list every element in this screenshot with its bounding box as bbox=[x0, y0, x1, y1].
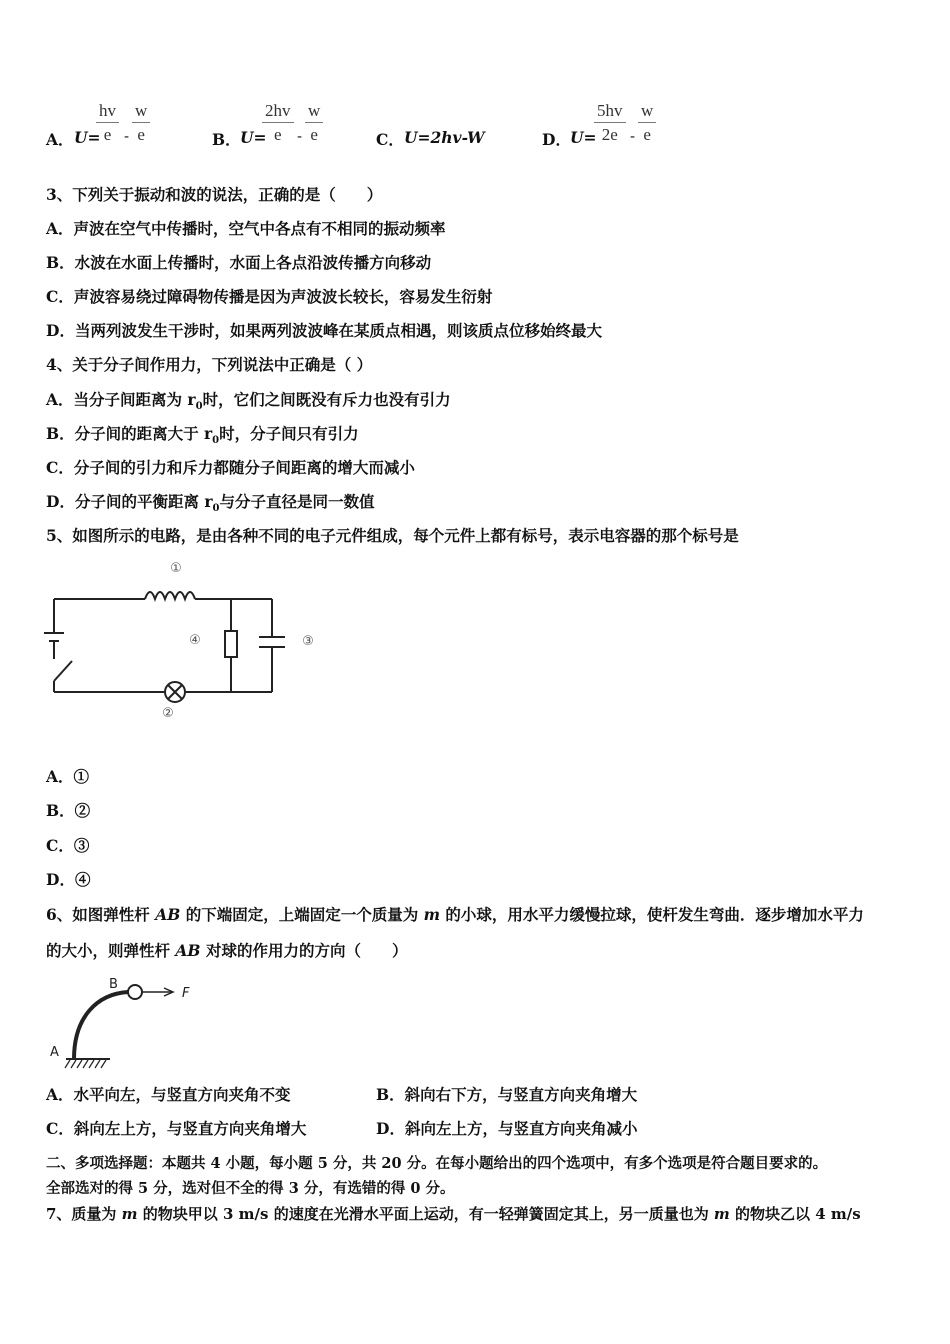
lamp-symbol bbox=[165, 682, 185, 702]
q3-option-d: D．当两列波发生干涉时，如果两列波波峰在某质点相遇，则该质点位移始终最大 bbox=[46, 321, 602, 340]
q2-option-a-frac1: $\frac{hv}{e}$ bbox=[96, 100, 119, 147]
resistor-symbol bbox=[225, 631, 237, 657]
q5-stem: 5、如图所示的电路，是由各种不同的电子元件组成，每个元件上都有标号，表示电容器的那个标号是 bbox=[46, 526, 739, 545]
q2-option-c-expr: U=2hv-W bbox=[404, 128, 485, 147]
elastic-rod bbox=[74, 992, 128, 1059]
circuit-diagram bbox=[40, 555, 330, 725]
q2-option-b-frac1: $\frac{2hv}{e}$ bbox=[262, 100, 294, 147]
q4-stem: 4、关于分子间作用力，下列说法中正确是（ ） bbox=[46, 355, 373, 374]
section-2-line-1: 二、多项选择题：本题共 4 小题，每小题 5 分，共 20 分。在每小题给出的四个选项中，有多个选项是符合题目要求的。 bbox=[46, 1155, 828, 1172]
q2-option-b-minus: - bbox=[297, 127, 303, 145]
q6-option-a: A．水平向左，与竖直方向夹角不变 bbox=[46, 1085, 291, 1104]
q4-option-b: B．分子间的距离大于 $r_0$时，分子间只有引力 bbox=[46, 424, 359, 447]
label-4: ④ bbox=[189, 633, 201, 648]
point-b-label: B bbox=[109, 977, 118, 992]
ball bbox=[128, 985, 142, 999]
q3-option-c: C．声波容易绕过障碍物传播是因为声波波长较长，容易发生衍射 bbox=[46, 287, 493, 306]
q2-option-d-lhs: U= bbox=[570, 128, 597, 147]
label-1: ① bbox=[170, 561, 182, 576]
q6-option-d: D．斜向左上方，与竖直方向夹角减小 bbox=[376, 1119, 638, 1138]
q4-option-c: C．分子间的引力和斥力都随分子间距离的增大而减小 bbox=[46, 458, 415, 477]
section-2-line-2: 全部选对的得 5 分，选对但不全的得 3 分，有选错的得 0 分。 bbox=[46, 1180, 455, 1197]
q2-option-a-label: A． bbox=[46, 130, 74, 149]
q2-option-c-label: C． bbox=[376, 130, 404, 149]
q5-option-d: D．④ bbox=[46, 870, 91, 889]
q3-stem: 3、下列关于振动和波的说法，正确的是（ ） bbox=[46, 185, 383, 204]
q2-option-d-frac1: $\frac{5hv}{2e}$ bbox=[594, 100, 626, 147]
q3-option-b: B．水波在水面上传播时，水面上各点沿波传播方向移动 bbox=[46, 253, 432, 272]
label-3: ③ bbox=[302, 634, 314, 649]
force-label: F bbox=[182, 986, 190, 1001]
point-a-label: A bbox=[50, 1045, 59, 1060]
switch-blade bbox=[54, 661, 72, 681]
q2-option-b-label: B． bbox=[212, 130, 241, 149]
q2-option-a-minus: - bbox=[124, 127, 130, 145]
q2-option-d-minus: - bbox=[630, 127, 636, 145]
q6-option-c: C．斜向左上方，与竖直方向夹角增大 bbox=[46, 1119, 307, 1138]
q3-option-a: A．声波在空气中传播时，空气中各点有不相同的振动频率 bbox=[46, 219, 446, 238]
q6-stem-line-1: 6、如图弹性杆 AB 的下端固定，上端固定一个质量为 m 的小球，用水平力缓慢拉球，使杆发生弯曲．逐步增加水平力 bbox=[46, 905, 864, 924]
q6-option-b: B．斜向右下方，与竖直方向夹角增大 bbox=[376, 1085, 638, 1104]
q2-option-d-frac2: $\frac{w}{e}$ bbox=[638, 100, 656, 147]
q2-option-a-lhs: U= bbox=[74, 128, 101, 147]
q2-option-b-lhs: U= bbox=[240, 128, 267, 147]
q4-option-a: A．当分子间距离为 $r_0$时，它们之间既没有斥力也没有引力 bbox=[46, 390, 451, 413]
q5-option-c: C．③ bbox=[46, 836, 90, 855]
q2-option-b-frac2: $\frac{w}{e}$ bbox=[305, 100, 323, 147]
q4-option-d: D．分子间的平衡距离 $r_0$与分子直径是同一数值 bbox=[46, 492, 375, 515]
inductor-symbol bbox=[145, 592, 195, 599]
q6-stem-line-2: 的大小，则弹性杆 AB 对球的作用力的方向（ ） bbox=[46, 941, 408, 960]
q2-option-d-label: D． bbox=[542, 130, 571, 149]
elastic-rod-diagram bbox=[42, 972, 212, 1074]
q5-option-a: A．① bbox=[46, 767, 90, 786]
q5-option-b: B．② bbox=[46, 801, 91, 820]
q7-stem: 7、质量为 m 的物块甲以 3 m/s 的速度在光滑水平面上运动，有一轻弹簧固定其上，另一质量也为 m 的物块乙以 4 m/s bbox=[46, 1205, 861, 1223]
q2-option-a-frac2: $\frac{w}{e}$ bbox=[132, 100, 150, 147]
label-2: ② bbox=[162, 706, 174, 721]
